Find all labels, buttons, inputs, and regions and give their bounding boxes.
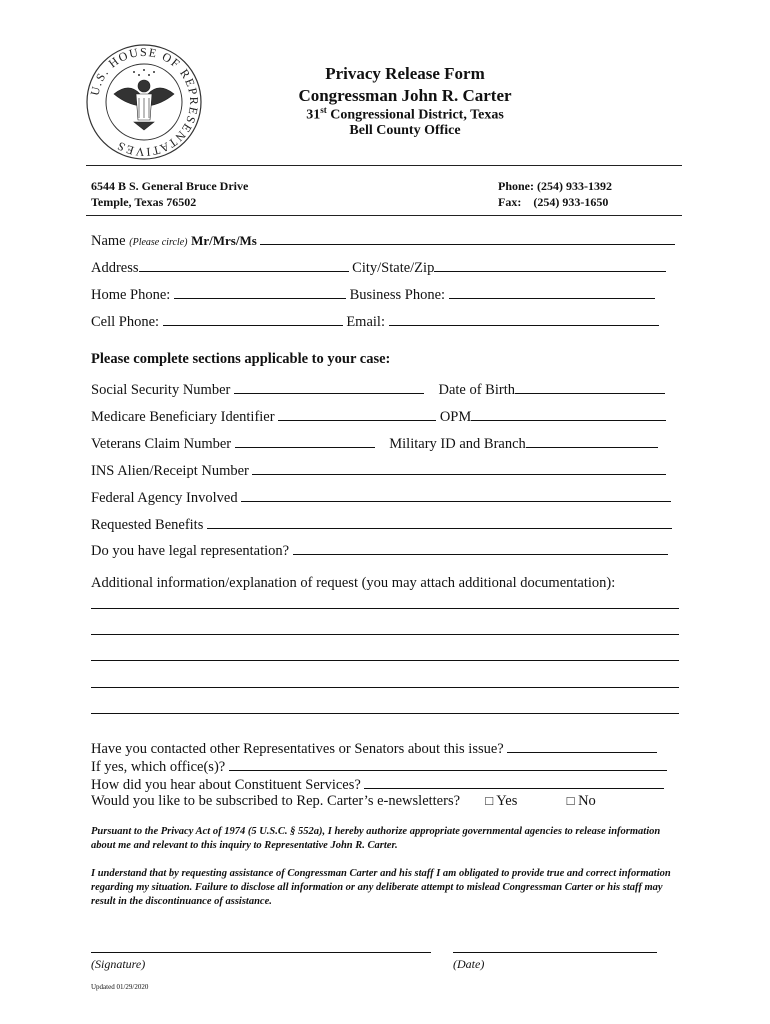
name-hint: (Please circle) bbox=[129, 237, 188, 248]
which-office-row bbox=[91, 757, 681, 776]
cell-phone-label: Cell Phone: bbox=[91, 314, 160, 330]
opm-field[interactable] bbox=[471, 407, 666, 421]
svg-text:U.S. HOUSE OF REPRESENTATIVES: U.S. HOUSE OF REPRESENTATIVES bbox=[87, 44, 202, 160]
email-label: Email: bbox=[346, 314, 385, 330]
ssn-label: Social Security Number bbox=[91, 382, 231, 398]
va-claim-label: Veterans Claim Number bbox=[91, 436, 232, 452]
agency-field[interactable] bbox=[241, 488, 671, 502]
yes-label: Yes bbox=[496, 793, 518, 809]
which-office-label: If yes, which office(s)? bbox=[91, 759, 226, 775]
form-title: Privacy Release Form bbox=[325, 64, 485, 83]
address-label: Address bbox=[91, 260, 139, 276]
medicare-label: Medicare Beneficiary Identifier bbox=[91, 409, 275, 425]
dob-label: Date of Birth bbox=[438, 382, 515, 398]
business-phone-label: Business Phone: bbox=[349, 287, 446, 303]
date-line[interactable] bbox=[453, 952, 657, 953]
signature-label: (Signature) bbox=[91, 957, 146, 971]
updated-date: Updated 01/29/2020 bbox=[91, 983, 149, 991]
name-options[interactable]: Mr/Mrs/Ms bbox=[191, 233, 257, 248]
veterans-row bbox=[91, 434, 681, 453]
privacy-act-statement: Pursuant to the Privacy Act of 1974 (5 U.S.C. § 552a), I hereby authorize appropriate governmental agencies to release information about me and relevant to this inquiry to Representative John R. Carter. bbox=[91, 826, 661, 851]
dob-field[interactable] bbox=[515, 380, 665, 394]
office-address: 6544 B S. General Bruce Drive Temple, Texas 76502 bbox=[91, 179, 249, 209]
cell-email-row bbox=[91, 312, 681, 331]
yes-checkbox[interactable]: □ bbox=[485, 793, 494, 808]
no-label: No bbox=[578, 793, 596, 809]
newsletter-row bbox=[91, 793, 681, 810]
name-field[interactable] bbox=[260, 231, 675, 245]
office-phones: Phone: (254) 933-1392 Fax: (254) 933-1650 bbox=[498, 179, 612, 209]
signature-line[interactable] bbox=[91, 952, 431, 953]
additional-info-line[interactable] bbox=[91, 687, 679, 688]
district-line: 31st Congressional District, Texas bbox=[306, 105, 504, 123]
which-office-field[interactable] bbox=[229, 757, 667, 771]
military-field[interactable] bbox=[526, 434, 658, 448]
email-field[interactable] bbox=[389, 312, 659, 326]
benefits-row bbox=[91, 515, 681, 534]
contacted-label: Have you contacted other Representatives or Senators about this issue? bbox=[91, 741, 504, 757]
ins-row bbox=[91, 461, 681, 480]
ins-field[interactable] bbox=[252, 461, 666, 475]
newsletter-label: Would you like to be subscribed to Rep. Carter’s e-newsletters? bbox=[91, 793, 461, 809]
benefits-field[interactable] bbox=[207, 515, 672, 529]
agency-row bbox=[91, 488, 681, 507]
hear-about-label: How did you hear about Constituent Services? bbox=[91, 777, 361, 793]
understanding-statement: I understand that by requesting assistance of Congressman Carter and his staff I am obligated to provide true and correct information regarding my situation. Failure to disclose all information or any deliberate attempt to mislead Congressman Carter or his staff may result in the discontinuance of assistance. bbox=[91, 868, 671, 907]
home-phone-field[interactable] bbox=[174, 285, 346, 299]
address-divider bbox=[86, 215, 682, 216]
congressman-name: Congressman John R. Carter bbox=[298, 86, 512, 105]
medicare-field[interactable] bbox=[278, 407, 436, 421]
legal-rep-row bbox=[91, 541, 681, 560]
military-label: Military ID and Branch bbox=[389, 436, 526, 452]
additional-info-line[interactable] bbox=[91, 713, 679, 714]
agency-label: Federal Agency Involved bbox=[91, 490, 238, 506]
hear-about-field[interactable] bbox=[364, 775, 664, 789]
medicare-row bbox=[91, 407, 681, 426]
benefits-label: Requested Benefits bbox=[91, 517, 204, 533]
additional-info-line[interactable] bbox=[91, 634, 679, 635]
home-phone-label: Home Phone: bbox=[91, 287, 171, 303]
office-name: Bell County Office bbox=[349, 123, 461, 138]
cell-phone-field[interactable] bbox=[163, 312, 343, 326]
legal-rep-field[interactable] bbox=[293, 541, 668, 555]
ins-label: INS Alien/Receipt Number bbox=[91, 463, 249, 479]
additional-info-line[interactable] bbox=[91, 608, 679, 609]
additional-info-line[interactable] bbox=[91, 660, 679, 661]
sections-heading: Please complete sections applicable to your case: bbox=[91, 351, 391, 367]
name-label: Name bbox=[91, 233, 126, 249]
hear-about-row bbox=[91, 775, 681, 794]
ssn-row bbox=[91, 380, 681, 399]
header-divider bbox=[86, 165, 682, 166]
phone-row bbox=[91, 285, 681, 304]
ssn-field[interactable] bbox=[234, 380, 424, 394]
city-state-zip-label: City/State/Zip bbox=[352, 260, 435, 276]
address-row bbox=[91, 258, 681, 277]
opm-label: OPM bbox=[439, 409, 472, 425]
va-claim-field[interactable] bbox=[235, 434, 375, 448]
name-row bbox=[91, 231, 681, 250]
business-phone-field[interactable] bbox=[449, 285, 655, 299]
contacted-row bbox=[91, 739, 681, 758]
additional-info-label: Additional information/explanation of request (you may attach additional documentation): bbox=[91, 575, 616, 591]
city-state-zip-field[interactable] bbox=[434, 258, 666, 272]
no-checkbox[interactable]: □ bbox=[566, 793, 575, 808]
address-field[interactable] bbox=[139, 258, 349, 272]
contacted-field[interactable] bbox=[507, 739, 657, 753]
legal-rep-label: Do you have legal representation? bbox=[91, 543, 290, 559]
date-label: (Date) bbox=[453, 957, 485, 971]
